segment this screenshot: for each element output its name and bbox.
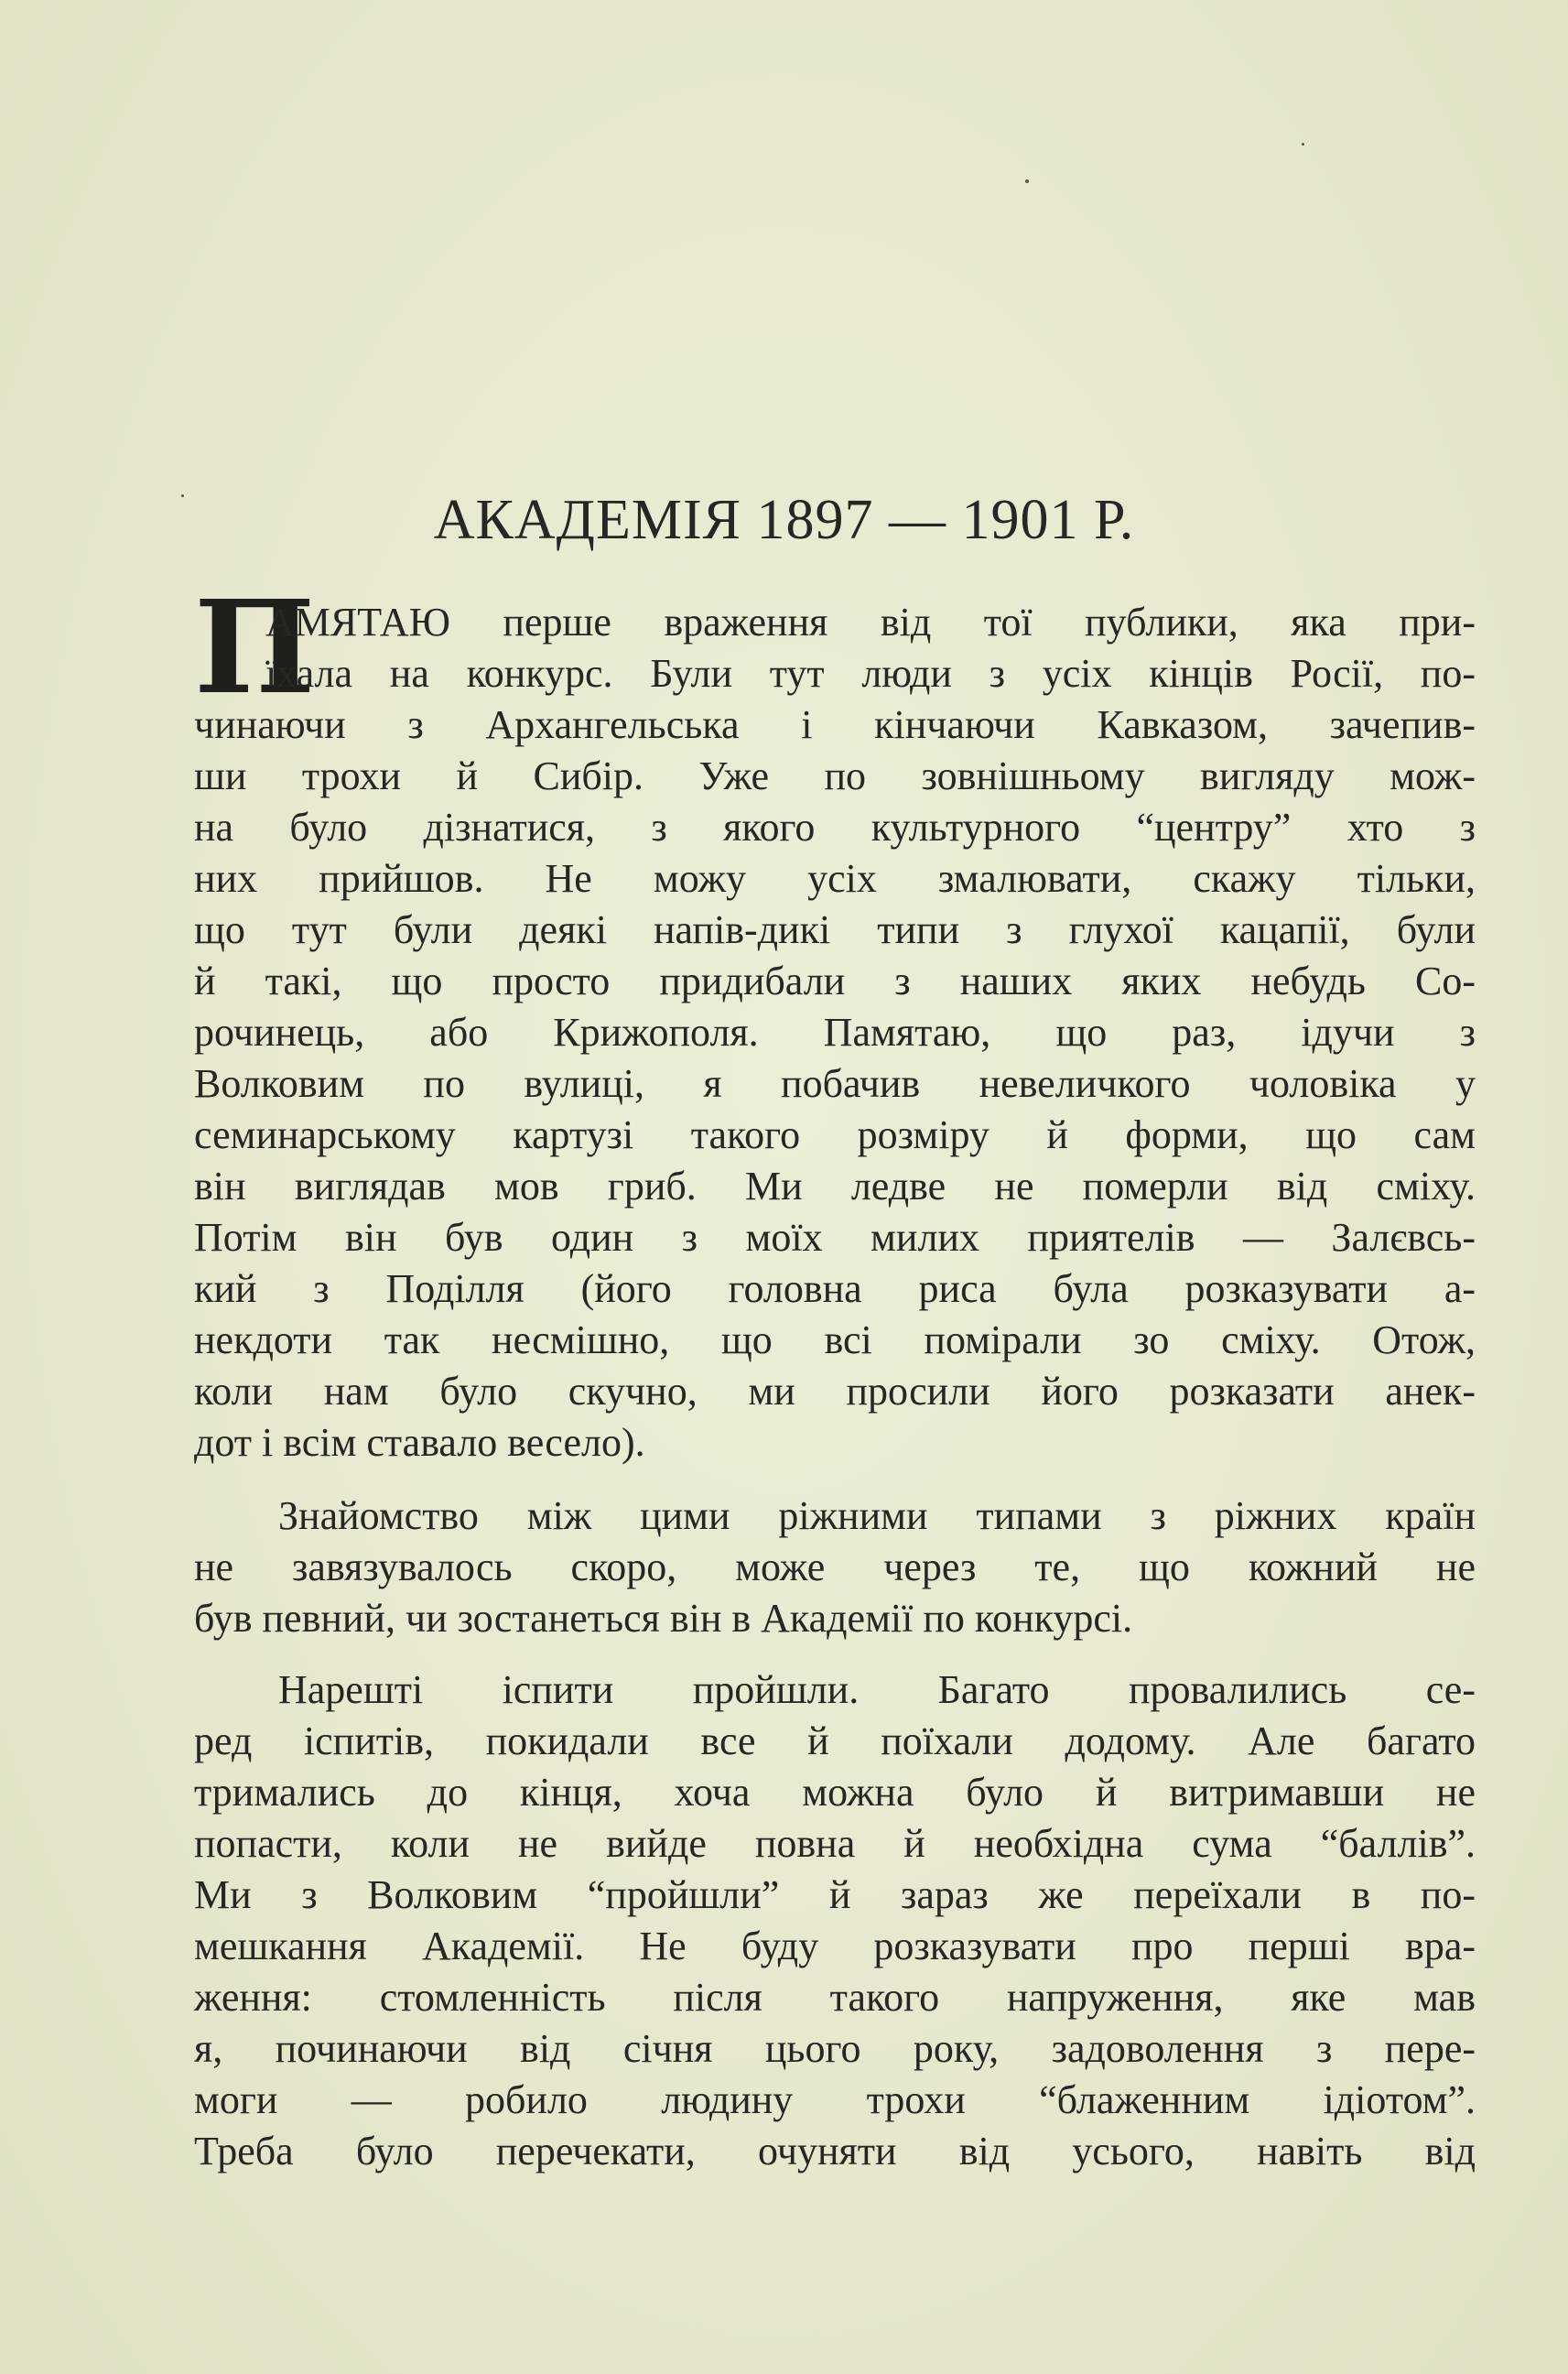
text-line: моги — робило людину трохи “блаженним ідіотом”. (194, 2077, 1476, 2122)
text-line: них прийшов. Не можу усіх змалювати, скажу тільки, (194, 856, 1476, 901)
drop-cap: П (194, 573, 316, 723)
text-line: їхала на конкурс. Були тут люди з усіх кінців Росії, по- (265, 651, 1476, 696)
text-line: чинаючи з Архангельська і кінчаючи Кавказом, зачепив- (194, 702, 1476, 747)
text-line: тримались до кінця, хоча можна було й витримавши не (194, 1770, 1476, 1815)
text-line: АМЯТАЮ перше враження від тої публики, яка при- (265, 600, 1476, 645)
text-line: Треба було перечекати, очуняти від усього, навіть від (194, 2129, 1476, 2173)
text-line: ження: стомленність після такого напруження, яке мав (194, 1975, 1476, 2020)
text-line: Ми з Волковим “пройшли” й зараз же переїхали в по- (194, 1872, 1476, 1917)
text-line: що тут були деякі напів-дикі типи з глухої кацапії, були (194, 907, 1476, 952)
text-line: коли нам було скучно, ми просили його розказати анек- (194, 1369, 1476, 1414)
text-line: рочинець, або Крижополя. Памятаю, що раз, ідучи з (194, 1010, 1476, 1055)
paper-speck (181, 494, 184, 497)
text-line: й такі, що просто придибали з наших яких небудь Со- (194, 959, 1476, 1003)
text-line: я, починаючи від січня цього року, задоволення з пере- (194, 2026, 1476, 2071)
text-line: семинарському картузі такого розміру й форми, що сам (194, 1112, 1476, 1157)
paper-speck (1025, 179, 1029, 183)
text-line: був певний, чи зостанеться він в Академії по конкурсі. (194, 1596, 1133, 1641)
text-line: на було дізнатися, з якого культурного “центру” хто з (194, 805, 1476, 850)
text-line: некдоти так несмішно, що всі помірали зо сміху. Отож, (194, 1317, 1476, 1362)
text-line: Волковим по вулиці, я побачив невеличкого чоловіка у (194, 1061, 1476, 1106)
text-line: Нарешті іспити пройшли. Багато провалились се- (278, 1667, 1476, 1712)
text-line: кий з Поділля (його головна риса була розказувати а- (194, 1266, 1476, 1311)
text-line: Потім він був один з моїх милих приятелів — Залєвсь- (194, 1215, 1476, 1260)
text-line: попасти, коли не вийде повна й необхідна сума “баллів”. (194, 1821, 1476, 1866)
chapter-title: АКАДЕМІЯ 1897 — 1901 Р. (433, 489, 1135, 551)
text-line: не завязувалось скоро, може через те, що кожний не (194, 1545, 1476, 1589)
text-line: ши трохи й Сибір. Уже по зовнішньому вигляду мож- (194, 753, 1476, 798)
text-line: мешкання Академії. Не буду розказувати про перші вра- (194, 1924, 1476, 1968)
text-line: Знайомство між цими ріжними типами з ріжних країн (278, 1493, 1476, 1538)
text-line: він виглядав мов гриб. Ми ледве не померли від сміху. (194, 1164, 1476, 1209)
text-line: ред іспитів, покидали все й поїхали додому. Але багато (194, 1718, 1476, 1763)
paper-speck (1302, 143, 1304, 146)
text-line: дот і всім ставало весело). (194, 1420, 645, 1465)
